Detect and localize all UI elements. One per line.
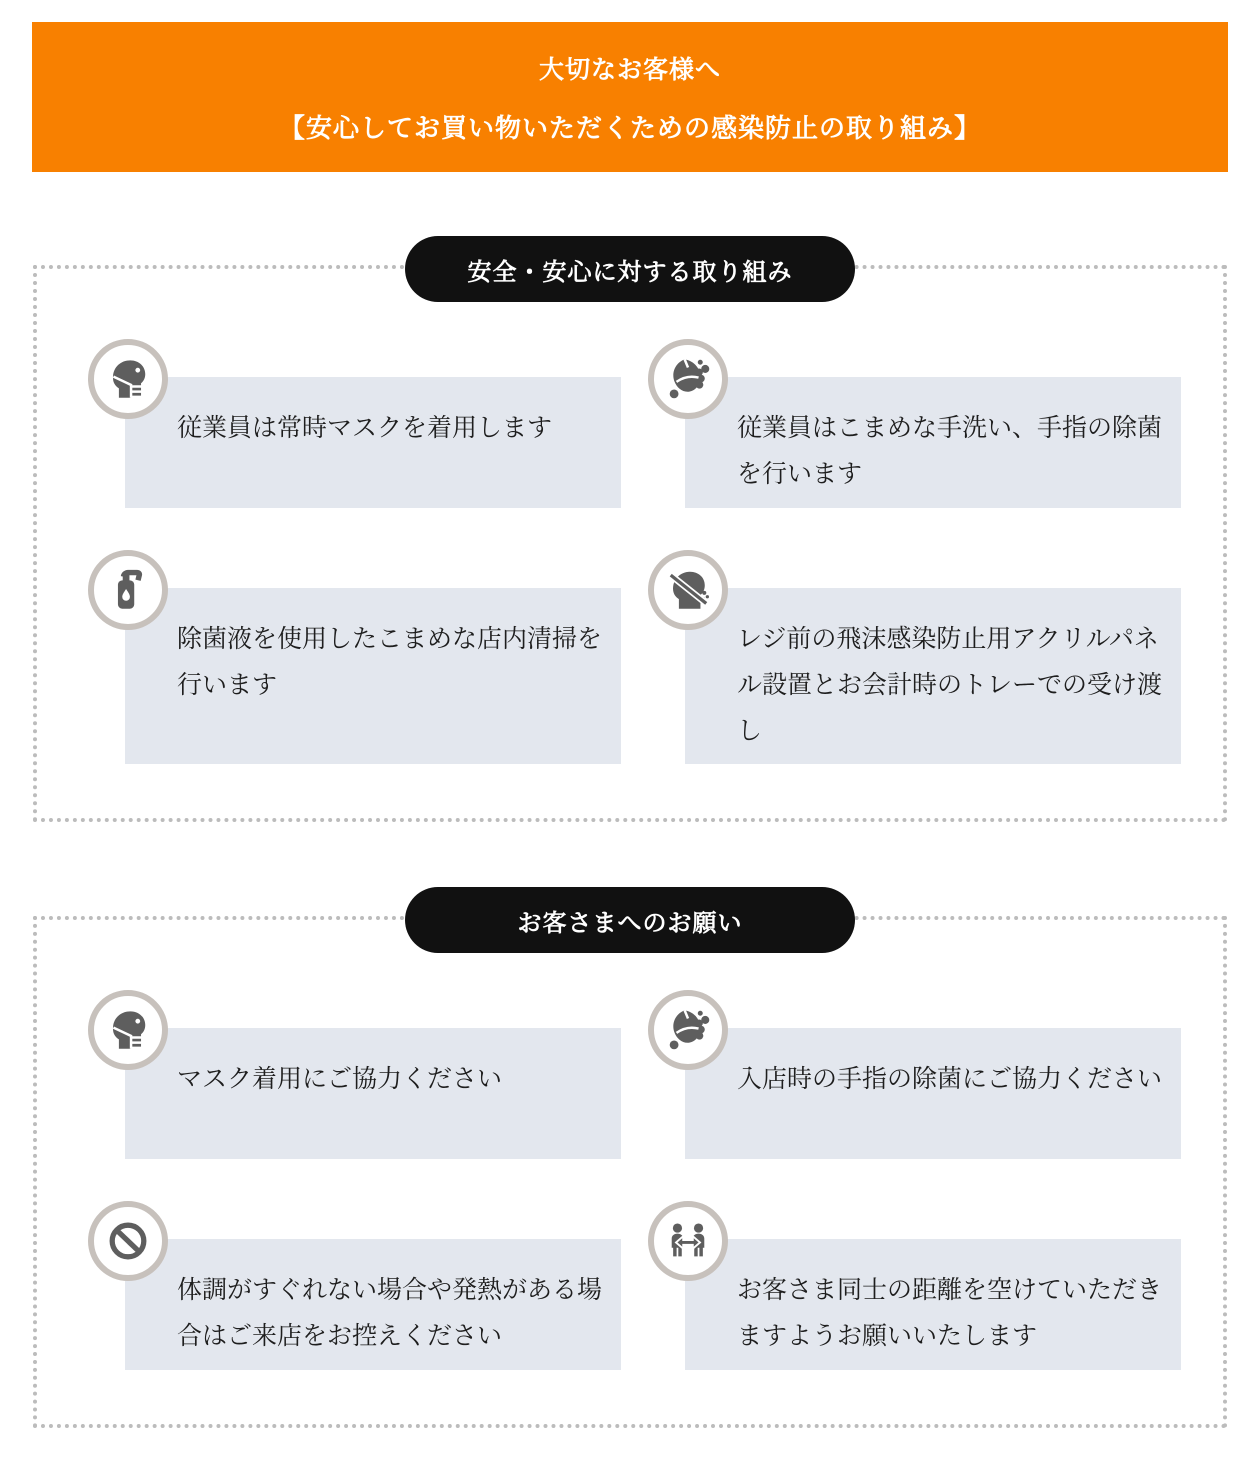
request-text: 入店時の手指の除菌にご協力ください [685,1028,1181,1159]
list-item [648,990,1181,1159]
request-text: マスク着用にご協力ください [125,1028,621,1159]
spray-bottle-icon [88,550,168,630]
mask-icon [88,990,168,1070]
social-distance-icon [648,1201,728,1281]
list-item [88,1201,621,1370]
requests-grid [88,990,1181,1370]
prohibition-icon [88,1201,168,1281]
section-title-pill: 安全・安心に対する取り組み [405,236,855,302]
list-item [88,990,621,1159]
measure-text: 除菌液を使用したこまめな店内清掃を行います [125,588,621,764]
banner-subtitle: 【安心してお買い物いただくための感染防止の取り組み】 [278,112,981,143]
banner-title: 大切なお客様へ [538,55,721,84]
list-item [648,339,1181,508]
list-item [648,550,1181,764]
section-title-pill: お客さまへのお願い [405,887,855,953]
mask-icon [88,339,168,419]
list-item [88,550,621,764]
section-safety-measures [33,258,1227,822]
hand-wash-icon [648,990,728,1070]
measure-text: 従業員は常時マスクを着用します [125,377,621,508]
list-item [88,339,621,508]
list-item [648,1201,1181,1370]
droplet-block-icon [648,550,728,630]
request-text: 体調がすぐれない場合や発熱がある場合はご来店をお控えください [125,1239,621,1370]
measure-text: レジ前の飛沫感染防止用アクリルパネル設置とお会計時のトレーでの受け渡し [685,588,1181,764]
measures-grid [88,339,1181,764]
measure-text: 従業員はこまめな手洗い、手指の除菌を行います [685,377,1181,508]
hand-wash-icon [648,339,728,419]
notice-banner [32,22,1228,172]
section-customer-requests [33,909,1227,1428]
request-text: お客さま同士の距離を空けていただきますようお願いいたします [685,1239,1181,1370]
